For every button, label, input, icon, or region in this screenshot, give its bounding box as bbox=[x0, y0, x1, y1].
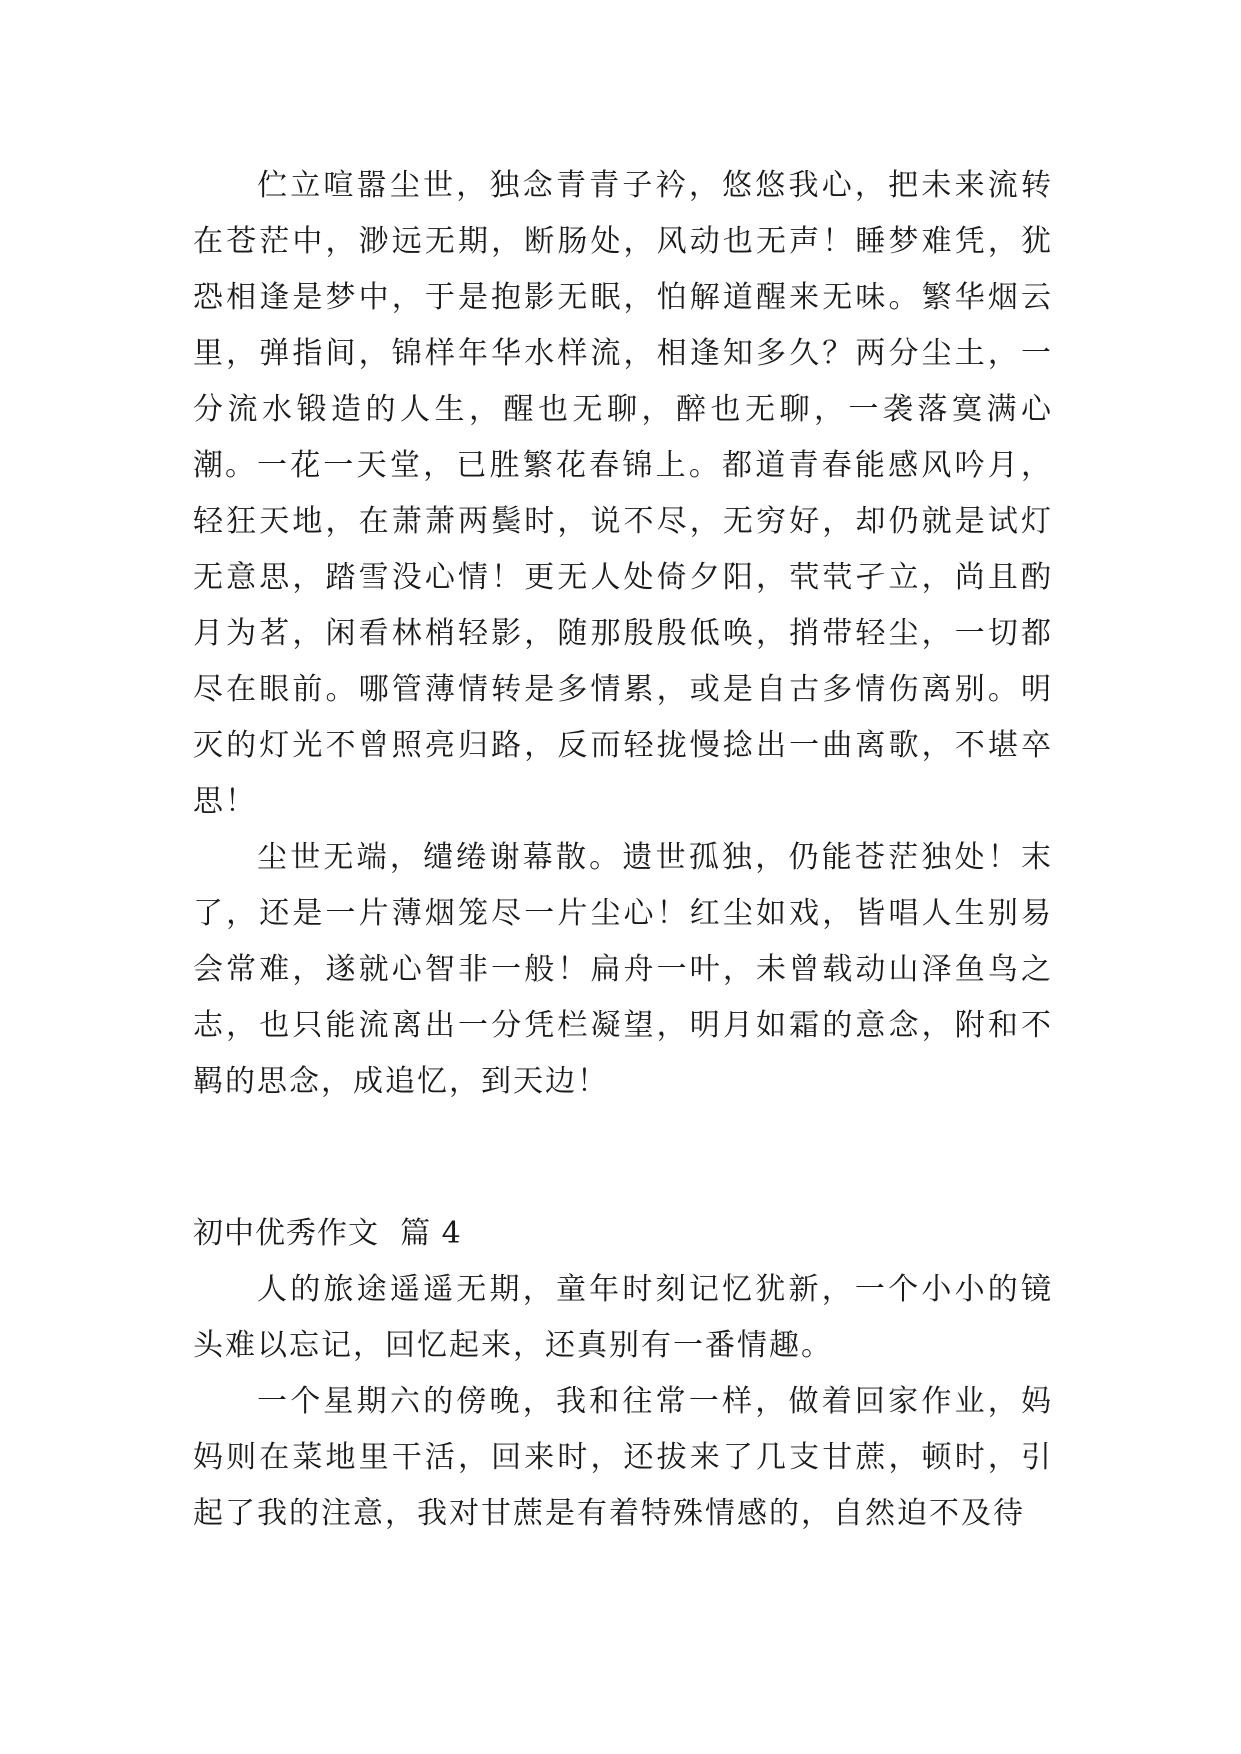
paragraph-5: 一个星期六的傍晚，我和往常一样，做着回家作业，妈妈则在菜地里干活，回来时，还拔来了几支甘蔗，顿时，引起了我的注意，我对甘蔗是有着特殊情感的，自然迫不及待 bbox=[193, 1384, 1053, 1531]
paragraph-1: 伫立喧嚣尘世，独念青青子衿，悠悠我心，把未来流转在苍茫中，渺远无期，断肠处，风动也无声！睡梦难凭，犹恐相逢是梦中，于是抱影无眠，怕解道醒来无味。繁华烟云里，弹指间，锦样年华水样流，相逢知多久？两分尘土，一分流水锻造的人生，醒也无聊，醉也无聊，一袭落寞满心潮。 bbox=[193, 168, 1053, 483]
paragraph-3: 尘世无端，缱绻谢幕散。遗世孤独，仍能苍茫独处！末了，还是一片薄烟笼尽一片尘心！红尘如戏，皆唱人生别易会常难，遂就心智非一般！扁舟一叶，未曾载动山泽鱼鸟之志，也只能流离出一分凭栏凝望，明月如霜的意念，附和不羁的思念，成追忆，到天边！ bbox=[193, 840, 1053, 1099]
paragraph-4: 人的旅途遥遥无期，童年时刻记忆犹新，一个小小的镜头难以忘记，回忆起来，还真别有一番情趣。 bbox=[193, 1272, 1053, 1363]
section-heading: 初中优秀作文 篇 4 bbox=[193, 1216, 462, 1251]
paragraph-2: 一花一天堂，已胜繁花春锦上。都道青春能感风吟月，轻狂天地，在萧萧两鬓时，说不尽，无穷好，却仍就是试灯无意思，踏雪没心情！更无人处倚夕阳，茕茕孑立，尚且酌月为茗，闲看林梢轻影，随那殷殷低唤，捎带轻尘，一切都尽在眼前。哪管薄情转是多情累，或是自古多情伤离别。明灭的灯光不曾照亮归路，反而轻拢慢捻出一曲离歌，不堪卒思！ bbox=[193, 448, 1053, 819]
